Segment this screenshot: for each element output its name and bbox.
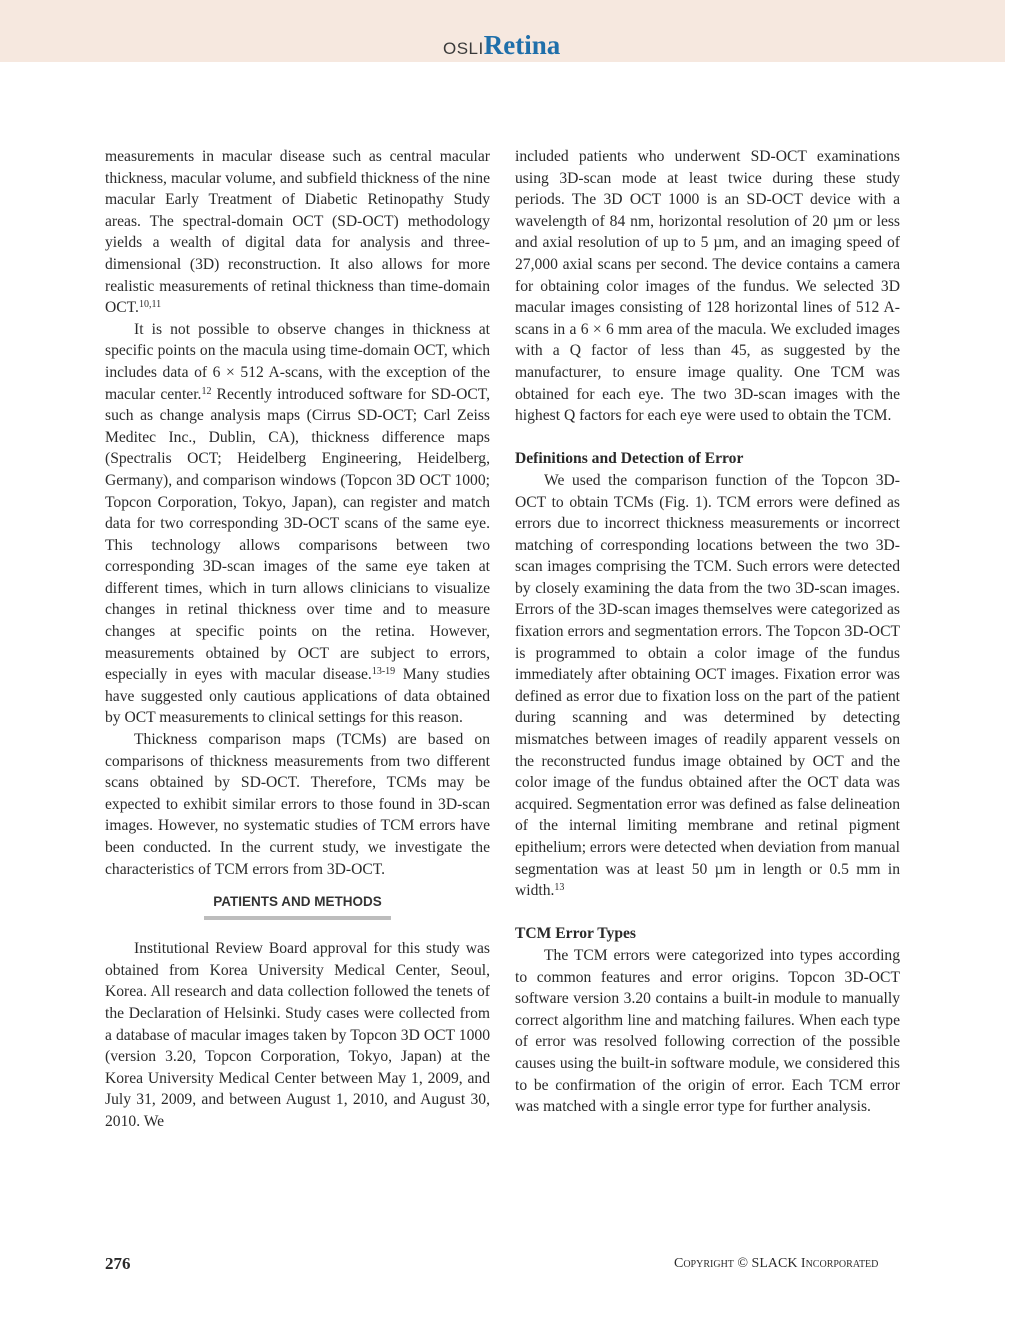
logo-name: Retina xyxy=(483,30,561,60)
body-paragraph: It is not possible to observe changes in thickness at specific points on the macula using time-domain OCT, which includes data of 6 × 512 A-scans, with the exception of the macular center.$^{12}$ Recently introduced software for SD-OCT, such as change analysis maps (Cirrus SD-OCT; Carl Zeiss Meditec Inc., Dublin, CA), thickness difference maps (Spectralis OCT; Heidelberg Engineering, Heidelberg, Germany), and comparison windows (Topcon 3D OCT 1000; Topcon Corporation, Tokyo, Japan), can register and match data for two corresponding 3D-OCT scans of the same eye. This technology allows comparisons between two corresponding 3D-scan images of the same eye taken at different times, which in turn allows clinicians to visualize changes in retinal thickness over time and to measure changes at specific points on the retina. However, measurements obtained by OCT are subject to errors, especially in eyes with macular disease.$^{13-19}$ Many studies have suggested only cautious applications of data obtained by OCT measurements to clinical settings for this reason. xyxy=(105,320,490,727)
heading-underline xyxy=(204,916,391,920)
body-paragraph: Institutional Review Board approval for this study was obtained from Korea University Medical Center, Seoul, Korea. All research and data collection followed the tenets of the Declaration of Helsinki. Study cases were collected from a database of macular images taken by Topcon 3D OCT 1000 (version 3.20, Topcon Corporation, Tokyo, Japan) at the Korea University Medical Center between May 1, 2009, and July 31, 2009, and between August 1, 2010, and August 30, 2010. We xyxy=(105,940,490,1130)
body-paragraph: We used the comparison function of the Topcon 3D-OCT to obtain TCMs (Fig. 1). TCM errors were defined as errors due to incorrect thickness measurements or incorrect matching of corresponding locations between the two 3D-scan images comprising the TCM. Such errors were detected by closely examining the data from the two 3D-scan images. Errors of the 3D-scan images themselves were categorized as fixation errors and segmentation errors. The Topcon 3D-OCT is programmed to obtain a color image of the fundus immediately after obtaining OCT images. Fixation error was defined as error due to fixation loss on the part of the patient during scanning and was determined by detecting mismatches between images of readily apparent vessels on the reconstructed fundus image obtained by OCT and the color image of the fundus obtained after the OCT data was acquired. Segmentation error was defined as false delineation of the internal limiting membrane and retinal pigment epithelium; errors were detected when deviation from manual segmentation was at least 50 µm in length or 0.5 mm in width.$^{13}$ xyxy=(515,471,900,900)
page-number: 276 xyxy=(105,1254,131,1273)
right-column xyxy=(515,146,900,1118)
left-column xyxy=(105,146,490,1133)
citation: 10,11 xyxy=(138,299,162,311)
citation: 12 xyxy=(201,385,212,397)
body-paragraph: Thickness comparison maps (TCMs) are based on comparisons of thickness measurements from two different scans obtained by SD-OCT. Therefore, TCMs may be expected to exhibit similar errors to those found in 3D-scan images. However, no systematic studies of TCM errors have been conducted. In the current study, we investigate the characteristics of TCM errors from 3D-OCT. xyxy=(105,731,490,878)
journal-logo xyxy=(443,32,560,59)
body-paragraph: The TCM errors were categorized into types according to common features and error origins. Topcon 3D-OCT software version 3.20 contains a built-in module to manually correct algorithm line and matching failures. When each type of error was resolved following correction of the possible causes using the built-in software module, we considered this to be confirmation of the origin of error. Each TCM error was matched with a single error type for further analysis. xyxy=(515,946,900,1116)
citation: 13-19 xyxy=(371,666,396,678)
section-heading: PATIENTS AND METHODS xyxy=(213,894,382,910)
citation: 13 xyxy=(554,882,565,894)
copyright-notice: Copyright © SLACK Incorporated xyxy=(674,1256,879,1271)
subsection-heading: Definitions and Detection of Error xyxy=(515,450,744,468)
subsection-heading: TCM Error Types xyxy=(515,925,636,943)
body-paragraph: included patients who underwent SD-OCT examinations using 3D-scan mode at least twice during these study periods. The 3D OCT 1000 is an SD-OCT device with a wavelength of 84 nm, horizontal resolution of 20 µm or less and axial resolution of up to 5 µm, and an imaging speed of 27,000 axial scans per second. The device contains a camera for obtaining color images of the fundus. We selected 3D macular images consisting of 128 horizontal lines of 512 A-scans in a 6 × 6 mm area of the macula. We excluded images with a Q factor of less than 45, as suggested by the manufacturer, to ensure image quality. One TCM was obtained for each eye. The two 3D-scan images with the highest Q factors for each eye were used to obtain the TCM. xyxy=(515,148,900,425)
intro-paragraph-continued: measurements in macular disease such as central macular thickness, macular volume, and subfield thickness of the nine macular Early Treatment of Diabetic Retinopathy Study areas. The spectral-domain OCT (SD-OCT) methodology yields a wealth of digital data for analysis and three-dimensional (3D) reconstruction. It also allows for more realistic measurements of retinal thickness than time-domain OCT.$^{10,11}$ xyxy=(105,148,490,317)
logo-prefix: OSLI xyxy=(443,39,484,58)
